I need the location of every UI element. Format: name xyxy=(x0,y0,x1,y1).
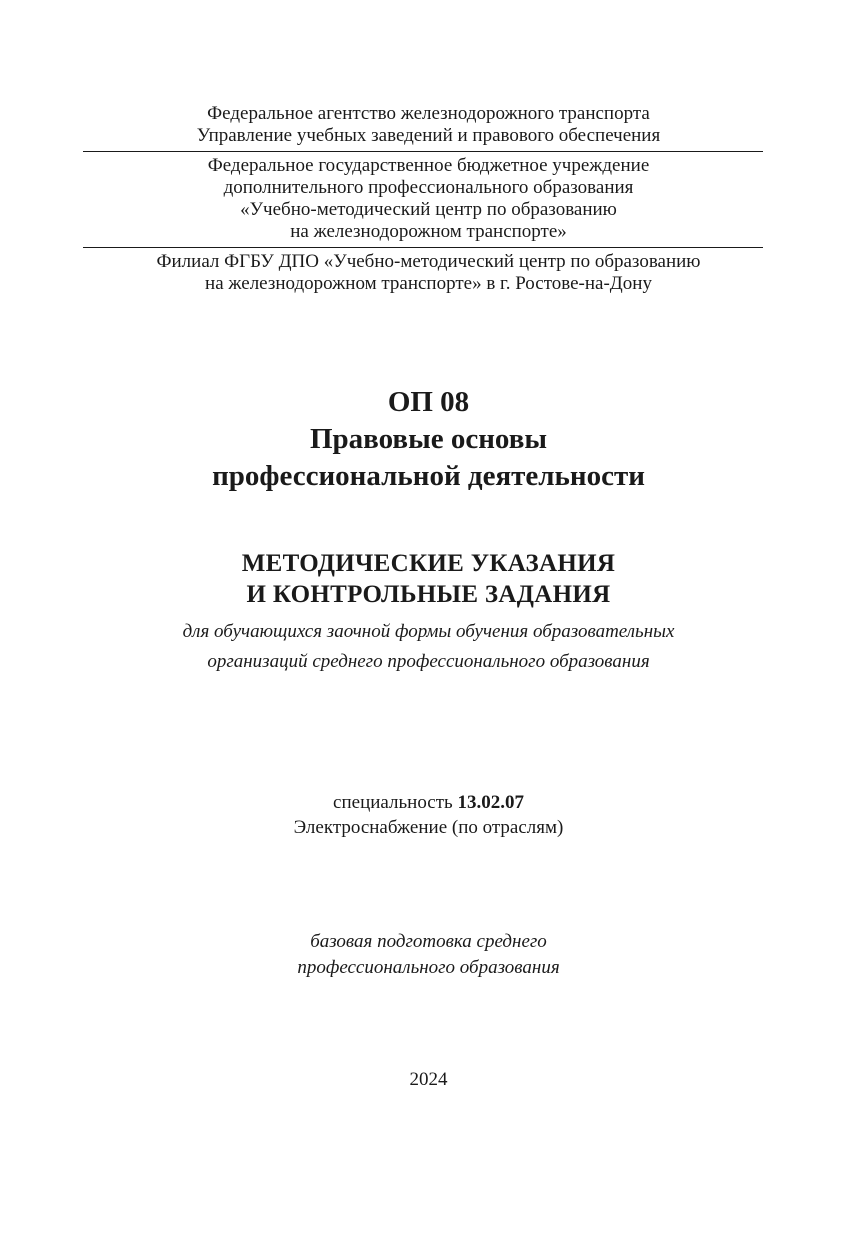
specialty-label: специальность xyxy=(333,792,453,813)
document-type-block xyxy=(0,548,857,610)
agency-block xyxy=(0,103,857,147)
divider-top xyxy=(83,151,763,152)
document-type-line-2: И КОНТРОЛЬНЫЕ ЗАДАНИЯ xyxy=(246,581,611,608)
branch-block xyxy=(0,251,857,295)
specialty-name: Электроснабжение (по отраслям) xyxy=(293,817,564,838)
audience-line-1: для обучающихся заочной формы обучения образовательных xyxy=(182,621,675,642)
discipline-title-line-1: Правовые основы xyxy=(309,423,547,455)
branch-line-1: Филиал ФГБУ ДПО «Учебно-методический центр по образованию xyxy=(156,251,701,272)
specialty-block xyxy=(0,790,857,840)
discipline-code: ОП 08 xyxy=(387,386,470,418)
education-level-line-2: профессионального образования xyxy=(297,957,560,978)
agency-name: Федеральное агентство железнодорожного транспорта xyxy=(207,103,650,124)
institution-line-3: «Учебно-методический центр по образованию xyxy=(240,199,617,220)
education-level-line-1: базовая подготовка среднего xyxy=(310,931,547,952)
specialty-code-line xyxy=(0,790,857,815)
institution-line-1: Федеральное государственное бюджетное учреждение xyxy=(207,155,650,176)
discipline-title-line-2: профессиональной деятельности xyxy=(212,460,645,492)
audience-block xyxy=(0,617,857,677)
discipline-title-block xyxy=(0,384,857,495)
divider-middle xyxy=(83,247,763,248)
institution-line-4: на железнодорожном транспорте» xyxy=(290,221,567,242)
institution-line-2: дополнительного профессионального образования xyxy=(223,177,634,198)
specialty-code: 13.02.07 xyxy=(457,792,524,813)
audience-line-2: организаций среднего профессионального образования xyxy=(207,651,650,672)
institution-block xyxy=(0,155,857,243)
education-level-block xyxy=(0,929,857,981)
agency-department: Управление учебных заведений и правового обеспечения xyxy=(196,125,661,146)
document-type-line-1: МЕТОДИЧЕСКИЕ УКАЗАНИЯ xyxy=(241,550,616,577)
branch-line-2: на железнодорожном транспорте» в г. Ростове-на-Дону xyxy=(205,273,652,294)
publication-year: 2024 xyxy=(409,1069,448,1090)
